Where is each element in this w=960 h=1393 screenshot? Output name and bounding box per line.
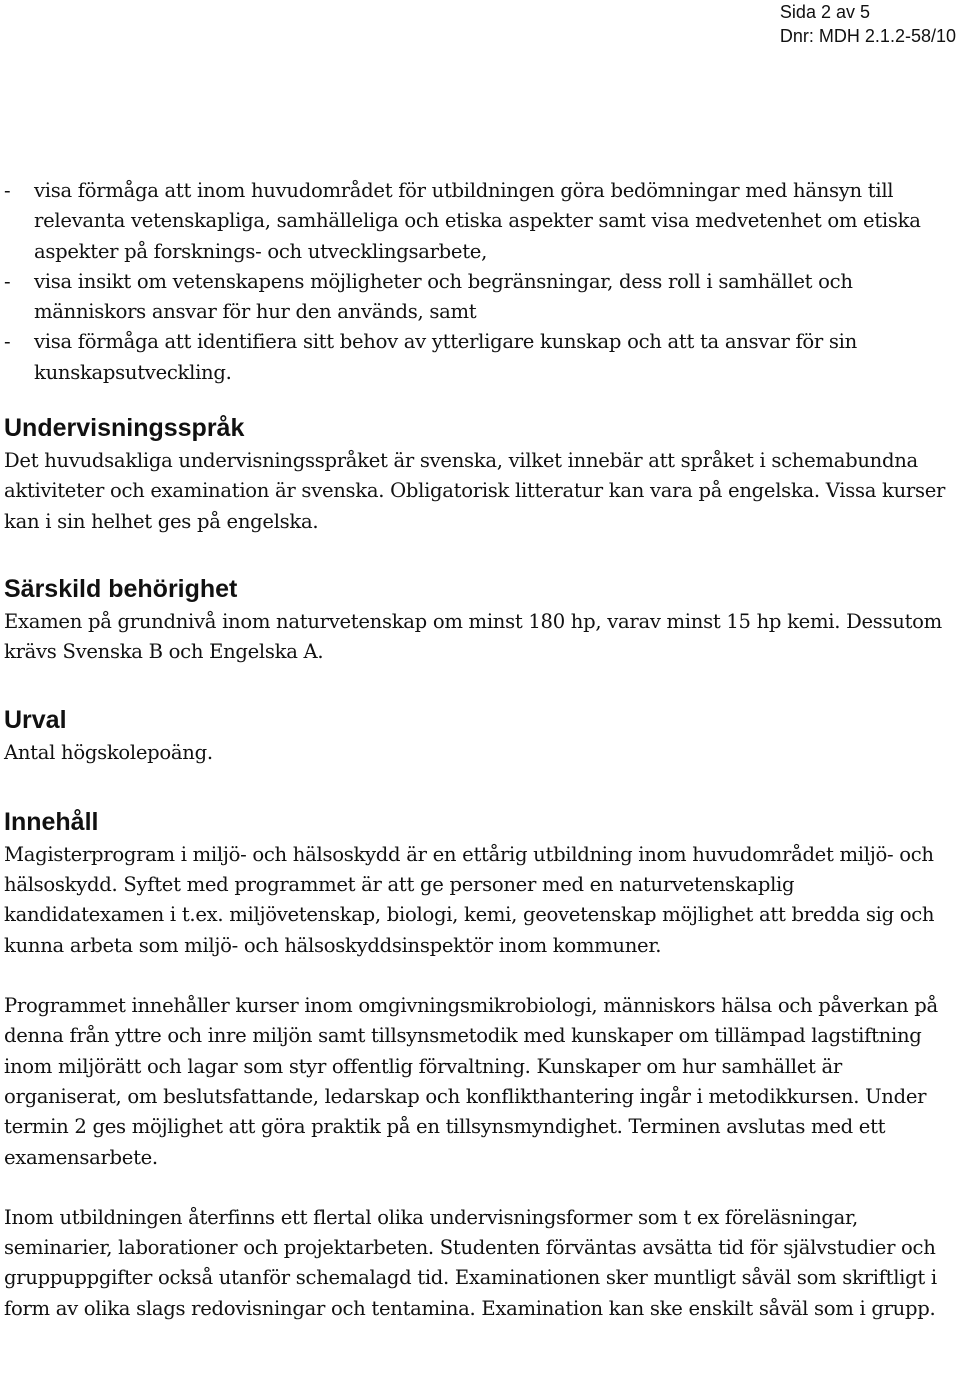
section-paragraph: Magisterprogram i miljö- och hälsoskydd är en ettårig utbildning inom huvudområdet miljö- och hälsoskydd. Syftet med programmet är att ge personer med en naturvetenskaplig kandidatexamen i t.ex. miljövetenskap, biologi, kemi, geovetenskap möjlighet att bredda sig och kunna arbeta som miljö- och hälsoskyddsinspektör inom kommuner. [4, 842, 935, 957]
document-number: Dnr: MDH 2.1.2-58/10 [779, 26, 956, 46]
section-urval [4, 704, 956, 768]
list-item-text: visa insikt om vetenskapens möjligheter och begränsningar, dess roll i samhället och människors ansvar för hur den används, samt [34, 269, 853, 324]
bullet-marker: - [4, 269, 11, 293]
outcome-list [4, 176, 956, 388]
list-item-text: visa förmåga att inom huvudområdet för utbildningen göra bedömningar med hänsyn till relevanta vetenskapliga, samhälleliga och etiska aspekter samt visa medvetenhet om etiska aspekter på forsknings- och utvecklingsarbete, [34, 179, 921, 263]
page-header [780, 0, 956, 48]
section-text: Det huvudsakliga undervisningsspråket är svenska, vilket innebär att språket i schemabundna aktiviteter och examination är svenska. Obligatorisk litteratur kan vara på engelska. Vissa kurser kan i sin helhet ges på engelska. [4, 449, 946, 533]
section-heading: Undervisningsspråk [4, 414, 245, 443]
section-innehall [4, 806, 956, 1324]
list-item [4, 267, 956, 328]
page-number: Sida 2 av 5 [779, 2, 870, 22]
list-item-text: visa förmåga att identifiera sitt behov av ytterligare kunskap och att ta ansvar för sin kunskapsutveckling. [34, 330, 857, 384]
section-text: Antal högskolepoäng. [4, 740, 213, 764]
list-item [4, 327, 956, 388]
section-heading: Innehåll [4, 807, 99, 836]
bullet-marker: - [4, 330, 11, 354]
document-body [4, 176, 956, 1324]
section-paragraph: Programmet innehåller kurser inom omgivningsmikrobiologi, människors hälsa och påverkan på denna från yttre och inre miljön samt tillsynsmetodik med kunskaper om tillämpad lagstiftning inom miljörätt och lagar som styr offentlig förvaltning. Kunskaper om hur samhället är organiserat, om beslutsfattande, ledarskap och konflikthantering ingår i metodikkursen. Under termin 2 ges möjlighet att göra praktik på en tillsynsmyndighet. Terminen avslutas med ett examensarbete. [4, 994, 938, 1169]
section-undervisningssprak [4, 412, 956, 537]
list-item [4, 176, 956, 267]
section-text: Examen på grundnivå inom naturvetenskap om minst 180 hp, varav minst 15 hp kemi. Dessutom krävs Svenska B och Engelska A. [4, 609, 942, 664]
bullet-marker: - [4, 179, 11, 202]
section-sarskild-behorighet [4, 573, 956, 668]
section-heading: Särskild behörighet [4, 574, 238, 603]
section-heading: Urval [4, 705, 67, 734]
section-paragraph: Inom utbildningen återfinns ett flertal olika undervisningsformer som t ex föreläsningar, seminarier, laborationer och projektarbeten. Studenten förväntas avsätta tid för självstudier och gruppuppgifter också utanför schemalagd tid. Examinationen sker muntligt såväl som skriftligt i form av olika slags redovisningar och tentamina. Examination kan ske enskilt såväl som i grupp. [4, 1205, 937, 1320]
